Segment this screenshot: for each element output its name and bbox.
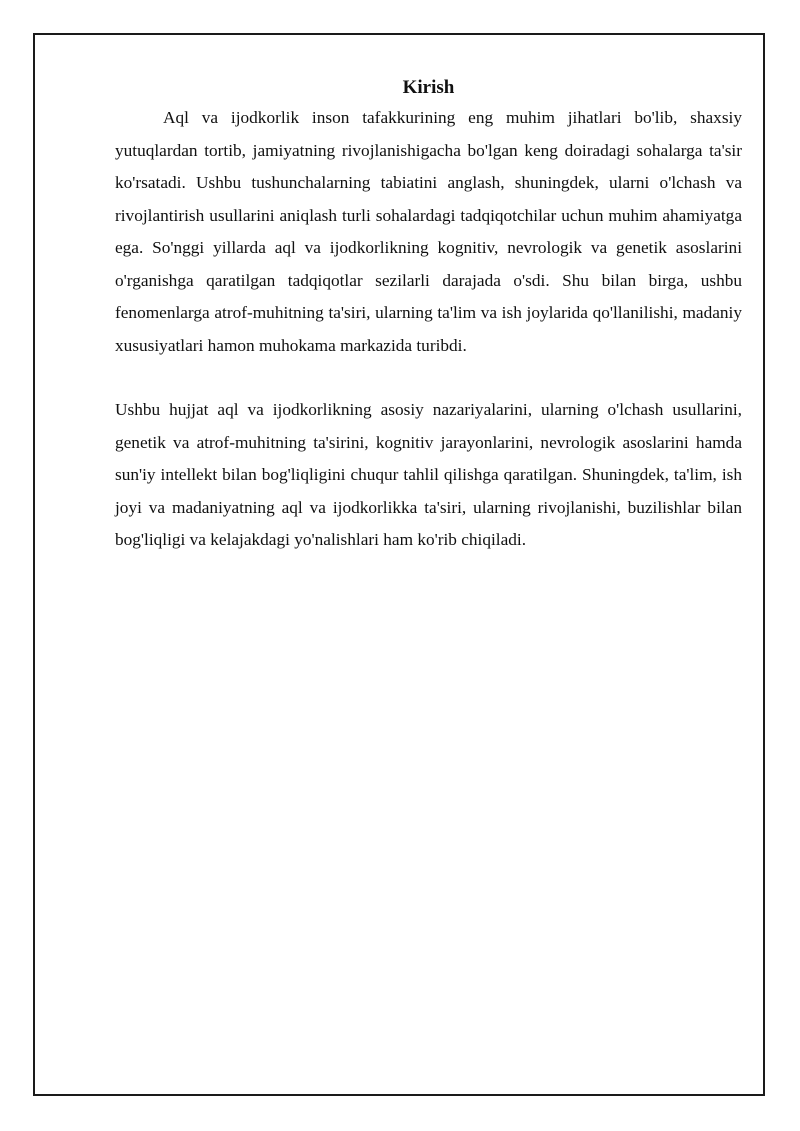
document-body (115, 76, 742, 557)
intro-paragraph-2: Ushbu hujjat aql va ijodkorlikning asosiy nazariyalarini, ularning o'lchash usullarini, genetik va atrof-muhitning ta'sirini, kognitiv jarayonlarini, nevrologik asoslarini hamda sun'iy intellekt bilan bog'liqligini chuqur tahlil qilishga qaratilgan. Shuningdek, ta'lim, ish joyi va madaniyatning aql va ijodkorlikka ta'siri, ularning rivojlanishi, buzilishlar bilan bog'liqligi va kelajakdagi yo'nalishlari ham ko'rib chiqiladi. (115, 400, 742, 549)
section-title: Kirish (402, 77, 455, 98)
intro-paragraph-1: Aql va ijodkorlik inson tafakkurining eng muhim jihatlari bo'lib, shaxsiy yutuqlardan tortib, jamiyatning rivojlanishigacha bo'lgan keng doiradagi sohalarga ta'sir ko'rsatadi. Ushbu tushunchalarning tabiatini anglash, shuningdek, ularni o'lchash va rivojlantirish usullarini aniqlash turli sohalardagi tadqiqotchilar uchun muhim ahamiyatga ega. So'nggi yillarda aql va ijodkorlikning kognitiv, nevrologik va genetik asoslarini o'rganishga qaratilgan tadqiqotlar sezilarli darajada o'sdi. Shu bilan birga, ushbu fenomenlarga atrof-muhitning ta'siri, ularning ta'lim va ish joylarida qo'llanilishi, madaniy xususiyatlari hamon muhokama markazida turibdi. (115, 108, 742, 355)
